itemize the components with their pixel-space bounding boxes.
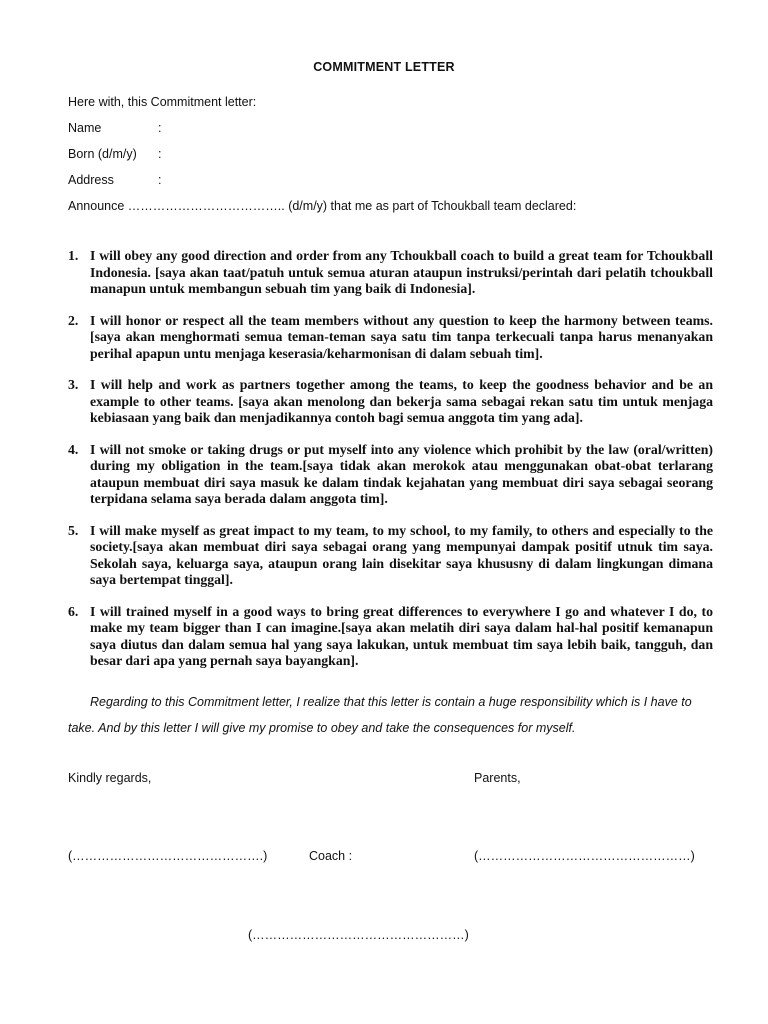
parent-signature-line: (……………………………………………) <box>474 849 695 863</box>
field-born <box>68 147 137 161</box>
item-number: 4. <box>68 441 79 457</box>
list-item <box>68 442 713 508</box>
item-text: I will not smoke or taking drugs or put myself into any violence which prohibit by the law (oral/written) during my obligation in the team.[saya tidak akan merokok atau menggunakan obat-obat terlarang ataupun membuat diri saya masuk ke dalam tindak kejahatan yang membuat diri saya sebagai seorang terpidana selama saya berada dalam anggota tim]. <box>90 441 713 506</box>
item-number: 3. <box>68 377 79 392</box>
coach-label: Coach : <box>309 849 353 863</box>
list-item <box>68 377 713 427</box>
field-colon: : <box>158 121 162 135</box>
list-item <box>68 313 713 363</box>
closing-text: Regarding to this Commitment letter, I realize that this letter is contain a huge responsibility which is I have to take. And by this letter I will give my promise to obey and take the consequences for myself. <box>68 695 692 735</box>
student-signature-line: (……………………………………….) <box>68 849 268 863</box>
list-item <box>68 604 713 670</box>
list-item <box>68 248 713 298</box>
item-text: I will obey any good direction and order from any Tchoukball coach to build a great team for Tchoukball Indonesia. [saya akan taat/patuh untuk semua aturan ataupun instruksi/perintah dari pelatih tchoukball manapun untuk membangun sebuah tim yang baik di Indonesia]. <box>90 248 713 296</box>
commitment-list <box>68 248 713 685</box>
item-text: I will help and work as partners together among the teams, to keep the goodness behavior and be an example to other teams. [saya akan menolong dan bekerja sama sebagai rekan satu tim untuk menjaga kebiasaan yang baik dan menjadikannya contoh bagi semua anggota tim yang ada]. <box>90 377 713 425</box>
coach-signature-line: (……………………………………………) <box>248 928 469 942</box>
list-item <box>68 523 713 589</box>
field-label: Name <box>68 121 102 135</box>
field-name <box>68 121 101 135</box>
field-colon: : <box>158 147 162 161</box>
field-label: Born (d/m/y) <box>68 147 137 161</box>
item-number: 1. <box>68 248 79 263</box>
parents-label: Parents, <box>474 771 521 785</box>
field-address <box>68 173 114 187</box>
item-number: 6. <box>68 603 79 619</box>
kindly-regards-label: Kindly regards, <box>68 771 152 785</box>
field-colon: : <box>158 173 162 187</box>
document-title: COMMITMENT LETTER <box>313 60 455 74</box>
item-text: I will honor or respect all the team members without any question to keep the harmony between teams. [saya akan menghormati semua teman-teman saya satu tim tanpa terkecuali tanpa harus menanyakan perihal apapun untu menjaga keserasia/keharmonisan di dalam sebuah tim]. <box>90 312 713 361</box>
item-number: 2. <box>68 312 79 328</box>
intro-text: Here with, this Commitment letter: <box>68 95 257 109</box>
item-text: I will make myself as great impact to my team, to my school, to my family, to others and especially to the society.[saya akan membuat diri saya sebagai orang yang mempunyai dampak positif utnuk tim saya. Sekolah saya, keluarga saya, ataupun orang lain disekitar saya khususny di dalam lingkungan dimana saya bertempat tinggal]. <box>90 522 713 587</box>
announce-line: Announce ……………………………….. (d/m/y) that me as part of Tchoukball team declared: <box>68 199 577 213</box>
item-number: 5. <box>68 522 79 538</box>
field-label: Address <box>68 173 114 187</box>
closing-paragraph <box>68 689 716 741</box>
item-text: I will trained myself in a good ways to bring great differences to everywhere I go and whatever I do, to make my team bigger than I can imagine.[saya akan melatih diri saya dalam hal-hal positif kemanapun saya diutus dan dalam semua hal yang saya lakukan, untuk membuat tim saya lebih baik, tangguh, dan besar dari apa yang pernah saya bayangkan]. <box>90 603 713 668</box>
